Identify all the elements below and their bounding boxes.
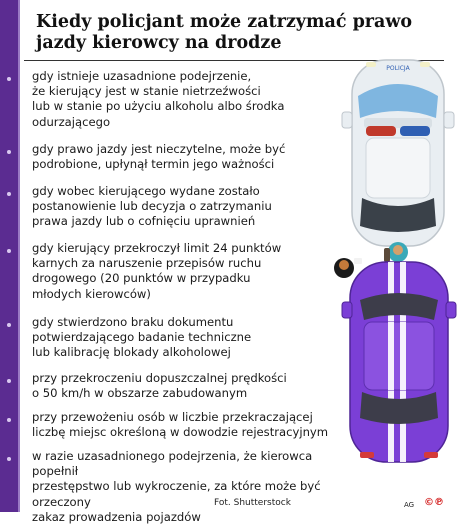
purple-car-icon <box>342 262 456 462</box>
list-item-text: gdy istnieje uzasadnione podejrzenie, że kierujący jest w stanie nietrzeźwości lub w stanie po użyciu alkoholu albo środka odurzającego <box>32 69 285 129</box>
list-item-text: gdy wobec kierującego wydane zostało postanowienie lub decyzja o zatrzymaniu prawa jazdy lub o cofnięciu uprawnień <box>32 184 272 229</box>
list-item-text: gdy prawo jazdy jest nieczytelne, może być podrobione, upłynął termin jego ważności <box>32 142 286 172</box>
list-item-text: w razie uzasadnionego podejrzenia, że kierowca popełnił przestępstwo lub wykroczenie, za które może być orzeczony zakaz prowadzenia pojazdów <box>32 449 321 524</box>
photo-credit: Fot. Shutterstock <box>214 498 291 508</box>
list-item-text: gdy kierujący przekroczył limit 24 punktów karnych za naruszenie przepisów ruchu drogowego (20 punktów w przypadku młodych kierowców) <box>32 241 282 301</box>
list-item-text: przy przewożeniu osób w liczbie przekraczającej liczbę miejsc określoną w dowodzie rejestracyjnym <box>32 410 329 440</box>
list-item-text: przy przekroczeniu dopuszczalnej prędkości o 50 km/h w obszarze zabudowanym <box>32 371 287 401</box>
police-car-icon <box>342 60 454 246</box>
page-title: Kiedy policjant może zatrzymać prawo jazdy kierowcy na drodze <box>36 12 413 53</box>
police-label: POLICJA <box>386 65 410 72</box>
list-item-text: gdy stwierdzono braku dokumentu potwierdzającego badanie techniczne lub kalibrację blokady alkoholowej <box>32 315 252 360</box>
brand-logo-icon: ©℗ <box>424 497 444 508</box>
author-initials: AG <box>404 501 415 509</box>
